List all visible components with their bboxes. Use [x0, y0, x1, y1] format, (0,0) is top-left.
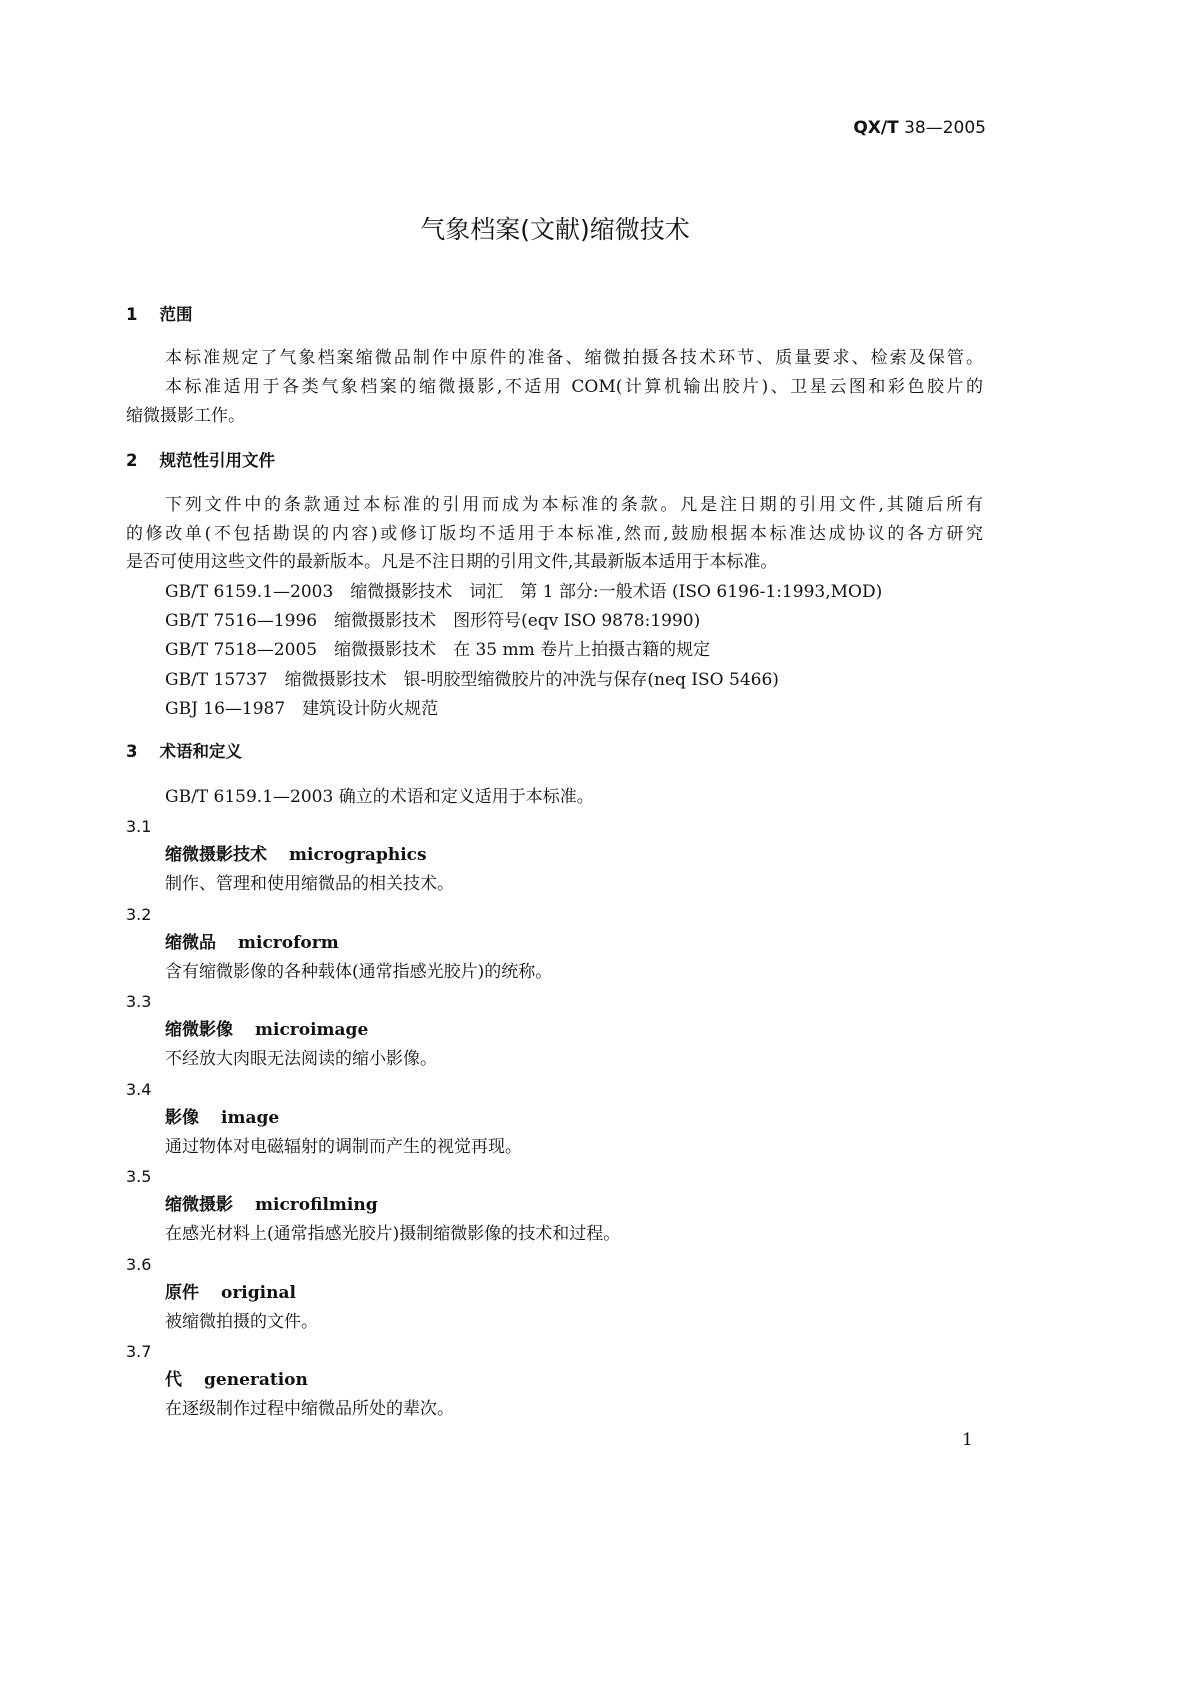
std-number: 38—2005	[904, 118, 986, 138]
term-definition: 通过物体对电磁辐射的调制而产生的视觉再现。	[165, 1136, 522, 1157]
term-number: 3.1	[126, 817, 152, 836]
term-definition: 含有缩微影像的各种载体(通常指感光胶片)的统称。	[165, 961, 553, 982]
paragraph-line: 的修改单(不包括勘误的内容)或修订版均不适用于本标准,然而,鼓励根据本标准达成协议的各方研究	[126, 524, 983, 544]
term-definition: 在逐级制作过程中缩微品所处的辈次。	[165, 1399, 454, 1419]
term-number: 3.6	[126, 1254, 152, 1274]
term-title: 缩微影像 microimage	[165, 1020, 369, 1040]
term-title: 缩微摄影 microfilming	[165, 1195, 378, 1215]
reference-item: GB/T 15737 缩微摄影技术 银-明胶型缩微胶片的冲洗与保存(neq ISO 5466)	[165, 670, 779, 690]
paragraph-line: GB/T 6159.1—2003 确立的术语和定义适用于本标准。	[165, 787, 594, 807]
term-title: 代 generation	[165, 1370, 308, 1390]
term-title: 缩微摄影技术 micrographics	[165, 845, 427, 865]
section-heading: 3 术语和定义	[126, 742, 242, 761]
term-definition: 不经放大肉眼无法阅读的缩小影像。	[165, 1049, 437, 1069]
term-title: 原件 original	[165, 1282, 296, 1303]
paragraph-line: 本标准规定了气象档案缩微品制作中原件的准备、缩微拍摄各技术环节、质量要求、检索及保管。	[165, 348, 983, 368]
term-definition: 在感光材料上(通常指感光胶片)摄制缩微影像的技术和过程。	[165, 1224, 621, 1244]
term-title: 影像 image	[165, 1107, 280, 1128]
reference-item: GB/T 7518—2005 缩微摄影技术 在 35 mm 卷片上拍摄古籍的规定	[165, 640, 711, 660]
reference-item: GBJ 16—1987 建筑设计防火规范	[165, 699, 439, 719]
term-number: 3.2	[126, 904, 152, 924]
std-code: QX/T	[853, 118, 899, 138]
term-definition: 被缩微拍摄的文件。	[165, 1311, 318, 1332]
term-title: 缩微品 microform	[165, 932, 339, 953]
page-number: 1	[962, 1430, 973, 1450]
reference-item: GB/T 6159.1—2003 缩微摄影技术 词汇 第 1 部分:一般术语 (ISO 6196-1:1993,MOD)	[165, 582, 883, 602]
paragraph-line: 缩微摄影工作。	[126, 406, 245, 426]
paragraph-line: 是否可使用这些文件的最新版本。凡是不注日期的引用文件,其最新版本适用于本标准。	[126, 552, 778, 572]
term-number: 3.4	[126, 1079, 152, 1099]
term-number: 3.3	[126, 992, 152, 1011]
paragraph-line: 下列文件中的条款通过本标准的引用而成为本标准的条款。凡是注日期的引用文件,其随后所有	[165, 495, 983, 515]
term-definition: 制作、管理和使用缩微品的相关技术。	[165, 874, 454, 894]
page-title: 气象档案(文献)缩微技术	[420, 215, 690, 244]
paragraph-line: 本标准适用于各类气象档案的缩微摄影,不适用 COM(计算机输出胶片)、卫星云图和彩色胶片的	[165, 377, 983, 397]
document-header	[853, 116, 986, 140]
term-number: 3.7	[126, 1342, 152, 1361]
section-heading: 2 规范性引用文件	[126, 451, 275, 470]
reference-item: GB/T 7516—1996 缩微摄影技术 图形符号(eqv ISO 9878:1990)	[165, 611, 701, 631]
section-heading: 1 范围	[126, 305, 193, 324]
term-number: 3.5	[126, 1167, 152, 1186]
